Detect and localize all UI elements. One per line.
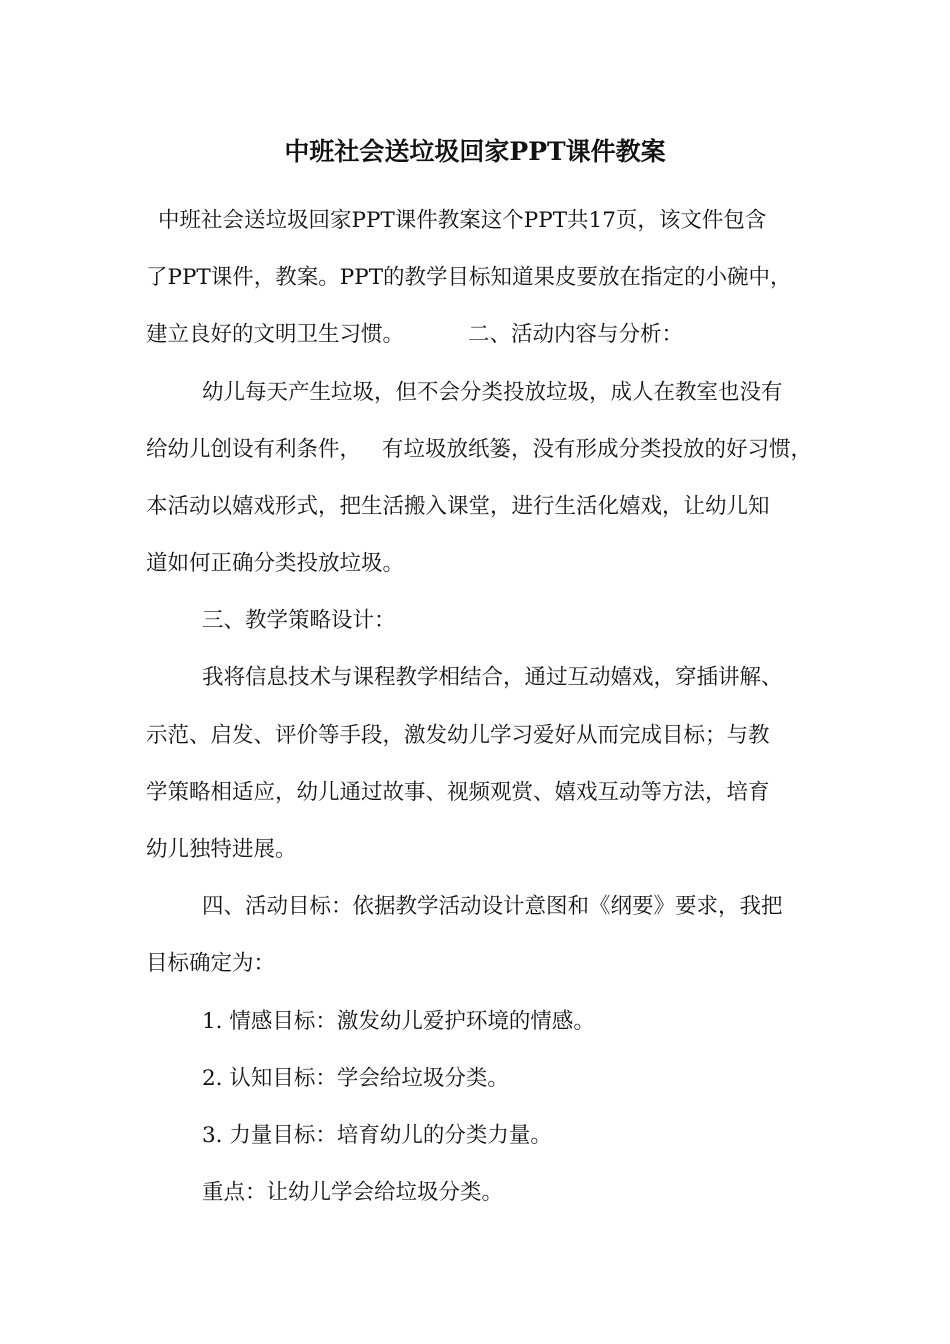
goal-item-2: 2. 认知目标：学会给垃圾分类。 — [202, 1066, 509, 1091]
analysis-line-4: 道如何正确分类投放垃圾。 — [146, 551, 405, 576]
section-heading-4: 四、活动目标：依据教学活动设计意图和《纲要》要求，我把 — [202, 894, 783, 919]
section-heading-2: 二、活动内容与分析： — [468, 322, 684, 347]
strategy-line-1: 我将信息技术与课程教学相结合，通过互动嬉戏，穿插讲解、 — [202, 665, 783, 690]
analysis-line-1: 幼儿每天产生垃圾，但不会分类投放垃圾，成人在教室也没有 — [202, 380, 783, 405]
strategy-line-3: 学策略相适应，幼儿通过故事、视频观赏、嬉戏互动等方法，培育 — [146, 780, 770, 805]
goal-item-3: 3. 力量目标：培育幼儿的分类力量。 — [202, 1123, 552, 1148]
goal-item-1: 1. 情感目标：激发幼儿爱护环境的情感。 — [202, 1009, 595, 1034]
analysis-line-3: 本活动以嬉戏形式，把生活搬入课堂，进行生活化嬉戏，让幼儿知 — [146, 494, 770, 519]
analysis-line-2a: 给幼儿创设有利条件， — [146, 437, 362, 462]
intro-line-2: 了PPT课件，教案。PPT的教学目标知道果皮要放在指定的小碗中， — [146, 265, 792, 290]
strategy-line-4: 幼儿独特进展。 — [146, 837, 297, 862]
document-title: 中班社会送垃圾回家PPT课件教案 — [284, 137, 666, 166]
intro-line-3: 建立良好的文明卫生习惯。 — [146, 322, 405, 347]
key-point-line: 重点：让幼儿学会给垃圾分类。 — [202, 1180, 504, 1205]
analysis-line-2b: 有垃圾放纸篓，没有形成分类投放的好习惯， — [382, 437, 813, 462]
strategy-line-2: 示范、启发、评价等手段，激发幼儿学习爱好从而完成目标；与教 — [146, 723, 770, 748]
section-heading-3: 三、教学策略设计： — [202, 608, 396, 633]
intro-line-1: 中班社会送垃圾回家PPT课件教案这个PPT共17页，该文件包含 — [158, 208, 767, 233]
goals-intro-line: 目标确定为： — [146, 951, 276, 976]
